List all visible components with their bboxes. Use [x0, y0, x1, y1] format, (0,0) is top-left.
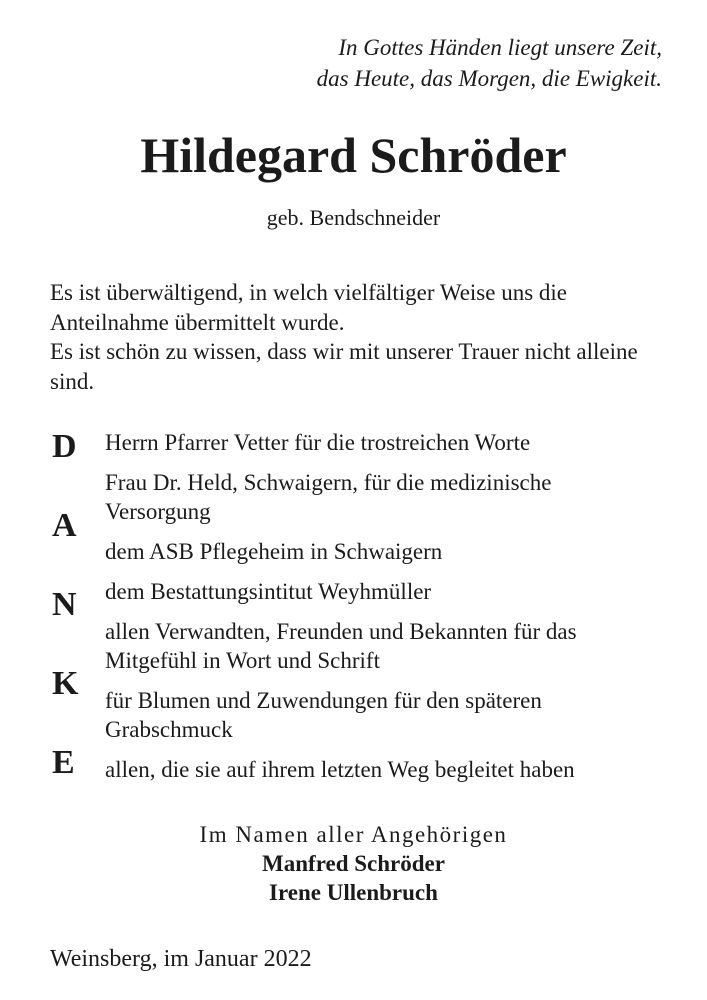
danke-letter-e: E	[52, 744, 75, 781]
thanks-item: für Blumen und Zuwendungen für den späteren Grabschmuck	[105, 688, 542, 742]
intro-sentence-2: Es ist schön zu wissen, dass wir mit unserer Trauer nicht alleine sind.	[50, 339, 638, 394]
danke-letter-n: N	[52, 586, 77, 623]
thanks-item: Frau Dr. Held, Schwaigern, für die medizinische Versorgung	[105, 470, 552, 524]
deceased-birth-name: geb. Bendschneider	[266, 205, 441, 230]
thanks-list	[105, 428, 650, 784]
intro-sentence-1: Es ist überwältigend, in welch vielfältiger Weise uns die Anteilnahme übermittelt wurde.	[50, 280, 568, 335]
on-behalf-line: Im Namen aller Angehörigen	[199, 822, 508, 847]
thanks-item: Herrn Pfarrer Vetter für die trostreichen Worte	[105, 430, 531, 455]
thanks-section	[52, 428, 650, 784]
place-and-date: Weinsberg, im Januar 2022	[50, 946, 312, 972]
danke-vertical-word	[52, 428, 105, 784]
thanks-item: allen Verwandten, Freunden und Bekannten für das Mitgefühl in Wort und Schrift	[105, 619, 577, 673]
epigraph	[317, 32, 662, 94]
intro-text	[50, 278, 640, 396]
danke-letter-a: A	[52, 507, 77, 544]
epigraph-line-1: In Gottes Händen liegt unsere Zeit,	[338, 35, 662, 60]
thanks-item: dem Bestattungsintitut Weyhmüller	[105, 579, 432, 604]
thanks-item: dem ASB Pflegeheim in Schwaigern	[105, 539, 443, 564]
thanks-item: allen, die sie auf ihrem letzten Weg begleitet haben	[105, 757, 575, 782]
epigraph-line-2: das Heute, das Morgen, die Ewigkeit.	[316, 66, 662, 91]
signature-name-1: Manfred Schröder	[262, 851, 445, 876]
signature-name-2: Irene Ullenbruch	[269, 880, 438, 905]
signature-block	[0, 820, 707, 907]
danke-letter-d: D	[52, 428, 77, 465]
danke-letter-k: K	[52, 665, 79, 702]
deceased-name: Hildegard Schröder	[140, 127, 567, 183]
